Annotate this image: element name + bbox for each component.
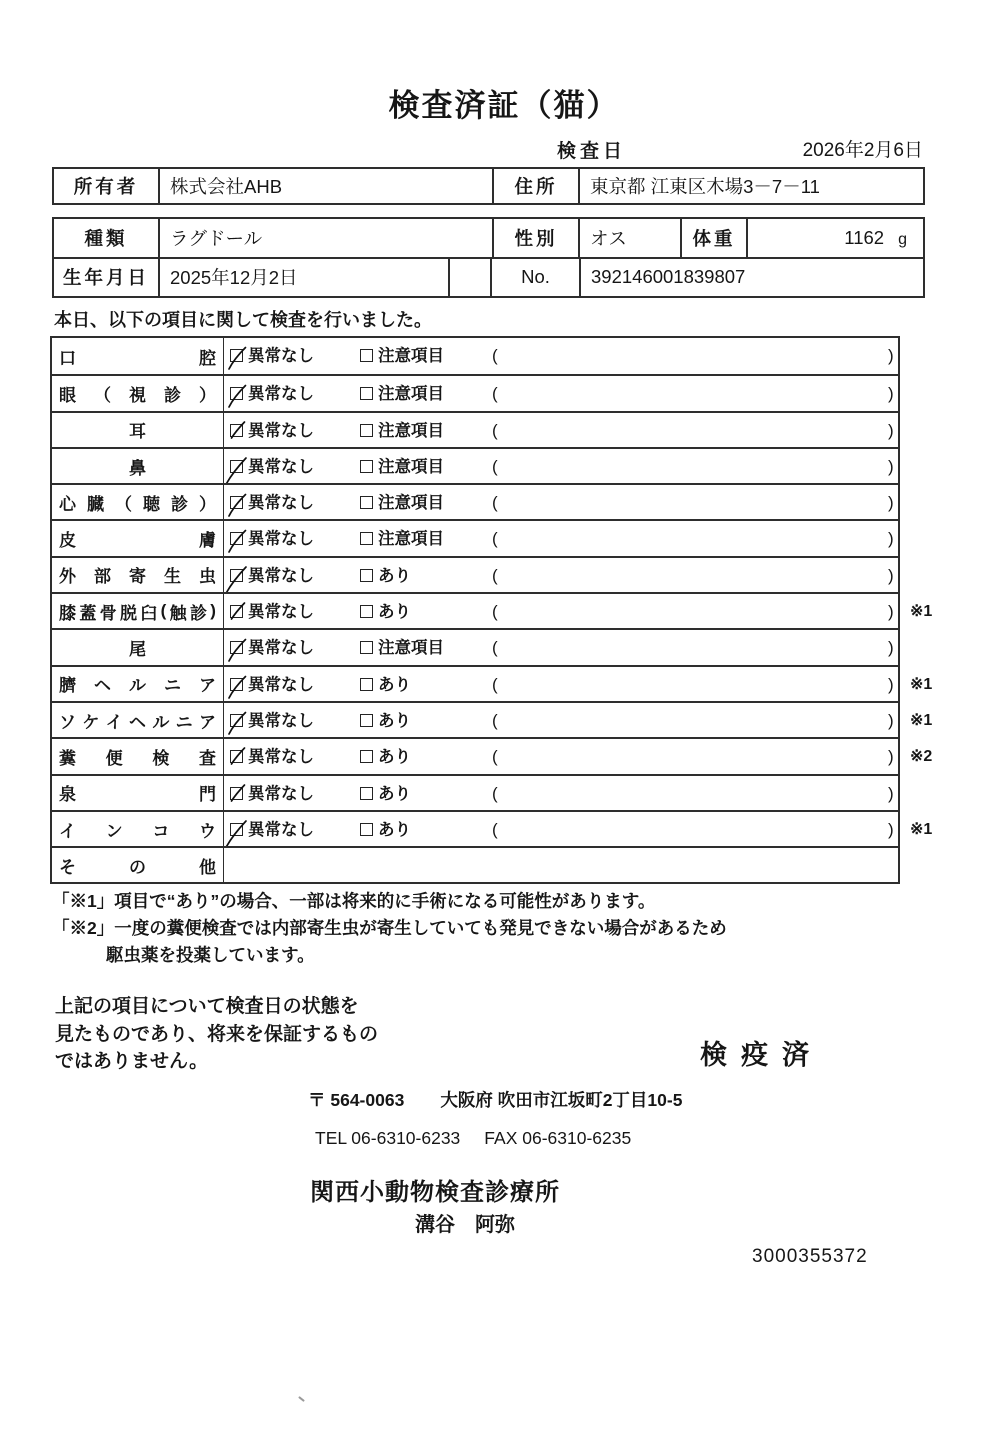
paren-open: ( (492, 747, 498, 767)
sex-value: オス (578, 219, 680, 257)
weight-value-cell (746, 219, 923, 257)
footnote-line-2: 「※2」一度の糞便検査では内部寄生虫が寄生していても発見できない場合があるため (52, 918, 727, 938)
option-attention-label: あり (378, 820, 411, 839)
option-no-abnormality-label: 異常なし (248, 603, 314, 622)
paren-close: ) (888, 710, 894, 730)
exam-item-label: 糞 便 検 査 (52, 739, 224, 773)
paren-open: ( (492, 529, 498, 549)
checkbox-no-abnormality (230, 787, 243, 800)
option-attention-label: あり (378, 566, 411, 585)
owner-table (52, 167, 925, 205)
paren-close: ) (888, 493, 894, 513)
exam-row-content (224, 594, 898, 628)
option-no-abnormality-label: 異常なし (248, 566, 314, 585)
paren-open: ( (492, 638, 498, 658)
paren-close: ) (888, 819, 894, 839)
quarantine-passed-stamp: 検疫済 (700, 1040, 823, 1070)
footnotes (52, 888, 727, 969)
exam-row (52, 665, 933, 701)
paren-close: ) (888, 783, 894, 803)
footnote-marker: ※2 (910, 748, 933, 766)
option-no-abnormality-label: 異常なし (248, 421, 314, 440)
exam-row-content (224, 739, 898, 773)
exam-table (50, 336, 933, 884)
paren-open: ( (492, 346, 498, 365)
paren-close: ) (888, 384, 894, 404)
checkbox-no-abnormality (230, 349, 243, 362)
option-attention-label: あり (378, 675, 411, 694)
checkbox-no-abnormality (230, 496, 243, 509)
animal-info-table (52, 217, 925, 298)
option-attention-label: 注意項目 (378, 421, 444, 440)
paren-close: ) (888, 346, 894, 365)
option-attention-label: 注意項目 (378, 639, 444, 658)
paren-open: ( (492, 674, 498, 694)
paren-close: ) (888, 674, 894, 694)
checkbox-attention (360, 678, 373, 691)
paren-open: ( (492, 602, 498, 622)
option-attention-label: あり (378, 784, 411, 803)
checkbox-attention (360, 349, 373, 362)
option-no-abnormality-label: 異常なし (248, 457, 314, 476)
species-label: 種類 (84, 227, 128, 249)
paren-close: ) (888, 456, 894, 476)
paren-open: ( (492, 384, 498, 404)
exam-row-content (224, 667, 898, 701)
clinic-name: 関西小動物検査診療所 (310, 1179, 560, 1206)
paren-close: ) (888, 420, 894, 440)
clinic-postal-line (308, 1087, 682, 1112)
exam-row-content (224, 558, 898, 592)
exam-row-content (224, 485, 898, 519)
footnote-marker: ※1 (910, 675, 933, 693)
number-value: 392146001839807 (579, 259, 923, 297)
exam-row (52, 338, 898, 374)
option-no-abnormality-label: 異常なし (248, 494, 314, 513)
exam-item-label: 臍 ヘ ル ニ ア (52, 667, 224, 701)
exam-row-content (224, 812, 898, 846)
checkbox-no-abnormality (230, 678, 243, 691)
weight-label: 体重 (680, 219, 746, 257)
footnote-marker: ※1 (910, 711, 933, 729)
paren-close: ) (888, 602, 894, 622)
option-no-abnormality-label: 異常なし (248, 820, 314, 839)
option-no-abnormality-label: 異常なし (248, 711, 314, 730)
option-attention-label: 注意項目 (378, 347, 444, 365)
checkbox-no-abnormality (230, 387, 243, 400)
exam-item-label: 心 臓 （ 聴 診 ） (52, 485, 224, 519)
option-attention-label: 注意項目 (378, 385, 444, 404)
exam-item-label: 皮 膚 (52, 521, 224, 555)
checkbox-attention (360, 714, 373, 727)
checkbox-no-abnormality (230, 424, 243, 437)
paren-open: ( (492, 710, 498, 730)
footnote-line-1: 「※1」項目で“あり”の場合、一部は将来的に手術になる可能性があります。 (52, 891, 656, 911)
species-value: ラグドール (158, 219, 492, 257)
exam-row-content (224, 449, 898, 483)
postal-code: 〒 564-0063 (308, 1090, 405, 1110)
checkbox-attention (360, 823, 373, 836)
birthdate-label: 生年月日 (62, 267, 149, 289)
exam-item-label: イ ン コ ウ (52, 812, 224, 846)
sex-label: 性別 (492, 219, 578, 257)
paren-open: ( (492, 420, 498, 440)
paren-close: ) (888, 565, 894, 585)
paren-close: ) (888, 529, 894, 549)
scan-artifact (298, 1396, 305, 1402)
weight-value: 1162 (844, 226, 885, 248)
exam-item-label: 泉 門 (52, 776, 224, 810)
paren-open: ( (492, 565, 498, 585)
exam-row (52, 556, 898, 592)
checkbox-attention (360, 496, 373, 509)
checkbox-no-abnormality (230, 750, 243, 763)
intro-text: 本日、以下の項目に関して検査を行いました。 (54, 310, 432, 330)
exam-row (52, 447, 898, 483)
option-attention-label: 注意項目 (378, 530, 444, 549)
option-no-abnormality-label: 異常なし (248, 385, 314, 404)
exam-row-other (52, 846, 898, 882)
footnote-line-3: 駆虫薬を投薬しています。 (106, 945, 315, 965)
checkbox-no-abnormality (230, 823, 243, 836)
disclaimer-line-3: ではありません。 (55, 1051, 209, 1072)
exam-row-content (224, 630, 898, 664)
checkbox-attention (360, 569, 373, 582)
exam-row-content (224, 413, 898, 447)
exam-row (52, 374, 898, 410)
clinic-fax: FAX 06-6310-6235 (484, 1128, 632, 1148)
exam-item-label: 鼻 (52, 449, 224, 483)
checkbox-no-abnormality (230, 605, 243, 618)
owner-label: 所有者 (73, 176, 139, 197)
option-no-abnormality-label: 異常なし (248, 347, 314, 365)
owner-value: 株式会社AHB (158, 169, 492, 203)
paren-open: ( (492, 819, 498, 839)
disclaimer-line-2: 見たものであり、将来を保証するもの (55, 1023, 379, 1045)
exam-date-label: 検査日 (557, 141, 627, 162)
exam-row-other-content (224, 848, 898, 882)
checkbox-no-abnormality (230, 569, 243, 582)
paren-close: ) (888, 638, 894, 658)
exam-item-label: ソ ケ イ ヘ ル ニ ア (52, 703, 224, 737)
exam-item-label-other: そ の 他 (52, 848, 224, 882)
exam-row (52, 483, 898, 519)
option-attention-label: あり (378, 748, 411, 767)
exam-item-label: 膝 蓋 骨 脱 臼 ( 触 診 ) (52, 594, 224, 628)
option-attention-label: 注意項目 (378, 494, 444, 513)
option-attention-label: あり (378, 603, 411, 622)
checkbox-attention (360, 424, 373, 437)
exam-row-content (224, 338, 898, 374)
exam-row (52, 592, 933, 628)
examiner-name: 溝谷 阿弥 (415, 1214, 515, 1236)
weight-unit: g (898, 230, 907, 248)
paren-close: ) (888, 747, 894, 767)
checkbox-attention (360, 641, 373, 654)
paren-open: ( (492, 493, 498, 513)
option-no-abnormality-label: 異常なし (248, 639, 314, 658)
clinic-tel: TEL 06-6310-6233 (315, 1128, 461, 1148)
exam-row (52, 701, 933, 737)
checkbox-attention (360, 787, 373, 800)
checkbox-attention (360, 605, 373, 618)
birthdate-value: 2025年12月2日 (158, 259, 448, 297)
option-no-abnormality-label: 異常なし (248, 784, 314, 803)
checkbox-no-abnormality (230, 460, 243, 473)
exam-row (52, 737, 933, 773)
exam-row-content (224, 776, 898, 810)
exam-item-label: 耳 (52, 413, 224, 447)
disclaimer-line-1: 上記の項目について検査日の状態を (55, 996, 359, 1017)
clinic-tel-line (315, 1128, 631, 1149)
checkbox-no-abnormality (230, 641, 243, 654)
checkbox-no-abnormality (230, 532, 243, 545)
exam-item-label: 尾 (52, 630, 224, 664)
paren-open: ( (492, 783, 498, 803)
exam-row (52, 628, 898, 664)
number-label: No. (490, 259, 579, 297)
exam-row-content (224, 376, 898, 410)
option-no-abnormality-label: 異常なし (248, 748, 314, 767)
exam-item-label: 眼 （ 視 診 ） (52, 376, 224, 410)
option-attention-label: あり (378, 711, 411, 730)
paren-open: ( (492, 456, 498, 476)
checkbox-attention (360, 460, 373, 473)
exam-date-value: 2026年2月6日 (802, 140, 923, 161)
exam-row-content (224, 521, 898, 555)
disclaimer (55, 993, 378, 1076)
spacer-cell (448, 259, 490, 297)
checkbox-attention (360, 750, 373, 763)
footnote-marker: ※1 (910, 603, 933, 621)
exam-item-label: 外 部 寄 生 虫 (52, 558, 224, 592)
exam-row-content (224, 703, 898, 737)
checkbox-attention (360, 387, 373, 400)
page-title: 検査済証（猫） (388, 88, 620, 123)
address-label: 住所 (492, 169, 578, 203)
option-no-abnormality-label: 異常なし (248, 530, 314, 549)
exam-row (52, 519, 898, 555)
serial-number: 3000355372 (752, 1246, 868, 1267)
clinic-address: 大阪府 吹田市江坂町2丁目10-5 (440, 1090, 683, 1110)
checkbox-attention (360, 532, 373, 545)
exam-item-label: 口 腔 (52, 338, 224, 374)
footnote-marker: ※1 (910, 820, 933, 838)
exam-row (52, 810, 933, 846)
option-attention-label: 注意項目 (378, 457, 444, 476)
exam-row (52, 411, 898, 447)
checkbox-no-abnormality (230, 714, 243, 727)
exam-row (52, 774, 898, 810)
option-no-abnormality-label: 異常なし (248, 675, 314, 694)
address-value: 東京都 江東区木場3－7－11 (578, 169, 923, 203)
